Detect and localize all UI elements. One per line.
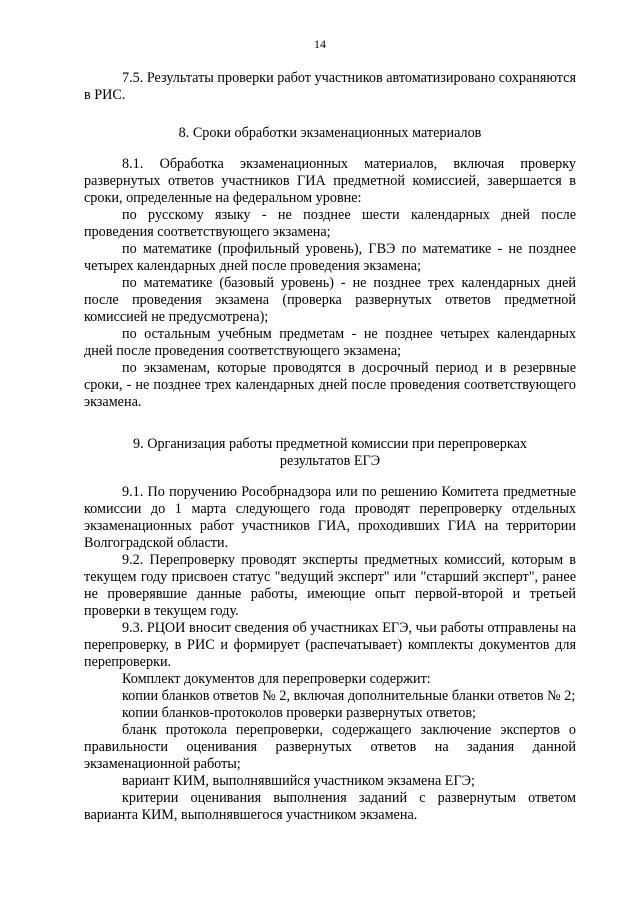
document-body (84, 70, 576, 824)
list-item-copies-blanks: копии бланков ответов № 2, включая дополнительные бланки ответов № 2; (122, 688, 576, 704)
paragraph-9-kit: Комплект документов для перепроверки содержит: (122, 671, 431, 687)
section-heading-9-line1: 9. Организация работы предметной комиссии при перепроверках (133, 436, 527, 452)
paragraph-8-math-profile: по математике (профильный уровень), ГВЭ по математике - не позднее четырех календарных дней после проведения экзамена; (84, 241, 576, 274)
paragraph-8-math-base: по математике (базовый уровень) - не позднее трех календарных дней после проведения экзамена (проверка развернутых ответов предметной комиссией не предусмотрена); (84, 275, 576, 325)
paragraph-8-1: 8.1. Обработка экзаменационных материалов, включая проверку развернутых ответов участников ГИА предметной комиссией, завершается в сроки, определенные на федеральном уровне: (84, 156, 576, 206)
paragraph-8-early: по экзаменам, которые проводятся в досрочный период и в резервные сроки, - не позднее трех календарных дней после проведения соответствующего экзамена. (84, 360, 576, 410)
list-item-criteria: критерии оценивания выполнения заданий с развернутым ответом варианта КИМ, выполнявшегося участником экзамена. (84, 790, 576, 823)
paragraph-8-other: по остальным учебным предметам - не позднее четырех календарных дней после проведения соответствующего экзамена; (84, 326, 576, 359)
paragraph-8-russian: по русскому языку - не позднее шести календарных дней после проведения соответствующего экзамена; (84, 207, 576, 240)
paragraph-7-5: 7.5. Результаты проверки работ участников автоматизировано сохраняются в РИС. (84, 70, 576, 103)
paragraph-9-3: 9.3. РЦОИ вносит сведения об участниках ЕГЭ, чьи работы отправлены на перепроверку, в РИС и формирует (распечатывает) комплекты документов для перепроверки. (84, 620, 576, 670)
section-heading-8: 8. Сроки обработки экзаменационных материалов (178, 125, 482, 141)
page-number: 14 (314, 37, 326, 51)
list-item-protocol-form: бланк протокола перепроверки, содержащего заключение экспертов о правильности оценивания развернутых ответов на задания данной экзаменационной работы; (84, 722, 576, 772)
list-item-kim-variant: вариант КИМ, выполнявшийся участником экзамена ЕГЭ; (122, 773, 475, 789)
section-heading-9-line2: результатов ЕГЭ (279, 453, 381, 469)
paragraph-9-2: 9.2. Перепроверку проводят эксперты предметных комиссий, которым в текущем году присвоен статус "ведущий эксперт" или "старший эксперт", ранее не проверявшие данные работы, имеющие опыт первой-второй и третьей проверки в текущем году. (84, 552, 576, 619)
paragraph-9-1: 9.1. По поручению Рособрнадзора или по решению Комитета предметные комиссии до 1 марта следующего года проводят перепроверку отдельных экзаменационных работ участников ГИА, проходивших ГИА на территории Волгоградской области. (84, 484, 576, 551)
list-item-copies-protocols: копии бланков-протоколов проверки развернутых ответов; (122, 705, 476, 721)
